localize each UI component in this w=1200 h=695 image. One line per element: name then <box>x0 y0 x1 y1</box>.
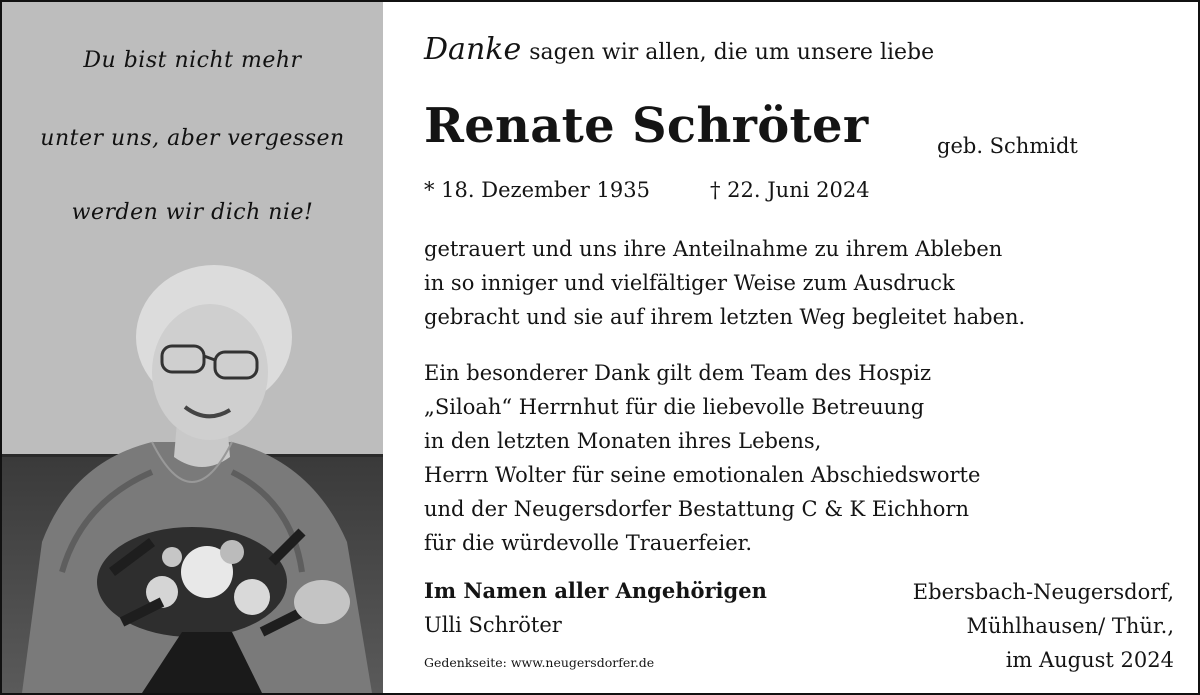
deceased-name: Renate Schröter <box>424 98 869 154</box>
quote-line-2: unter uns, aber vergessen <box>40 126 345 151</box>
paragraph-line: in den letzten Monaten ihres Lebens, <box>424 429 822 453</box>
paragraph-line: Ein besonderer Dank gilt dem Team des Hospiz <box>424 361 932 385</box>
thanks-line <box>424 32 934 67</box>
paragraph-line: getrauert und uns ihre Anteilnahme zu ihrem Ableben <box>424 237 1003 261</box>
thanks-paragraph <box>424 232 1025 334</box>
special-thanks-paragraph <box>424 356 980 560</box>
portrait-column <box>2 2 383 693</box>
paragraph-line: gebracht und sie auf ihrem letzten Weg begleitet haben. <box>424 305 1026 329</box>
paragraph-line: für die würdevolle Trauerfeier. <box>424 531 753 555</box>
memorial-website: Gedenkseite: www.neugersdorfer.de <box>424 655 655 670</box>
quote-line-1: Du bist nicht mehr <box>83 48 302 73</box>
maiden-name: geb. Schmidt <box>937 134 1078 158</box>
quote-line-3: werden wir dich nie! <box>71 200 314 225</box>
place-line-3: im August 2024 <box>1005 648 1174 672</box>
death-date: † 22. Juni 2024 <box>710 178 870 202</box>
place-line-1: Ebersbach-Neugersdorf, <box>912 580 1174 604</box>
signature-title: Im Namen aller Angehörigen <box>424 578 767 603</box>
place-line-2: Mühlhausen/ Thür., <box>966 614 1174 638</box>
portrait-photo <box>2 242 383 693</box>
paragraph-line: Herrn Wolter für seine emotionalen Abschiedsworte <box>424 463 981 487</box>
paragraph-line: und der Neugersdorfer Bestattung C & K Eichhorn <box>424 497 969 521</box>
paragraph-line: in so inniger und vielfältiger Weise zum Ausdruck <box>424 271 955 295</box>
birth-date: * 18. Dezember 1935 <box>424 178 650 202</box>
notice-text <box>424 2 1198 693</box>
thanks-word: Danke <box>424 32 522 67</box>
thanks-text: sagen wir allen, die um unsere liebe <box>529 40 935 65</box>
paragraph-line: „Siloah“ Herrnhut für die liebevolle Betreuung <box>424 395 925 419</box>
signature-name: Ulli Schröter <box>424 613 562 637</box>
